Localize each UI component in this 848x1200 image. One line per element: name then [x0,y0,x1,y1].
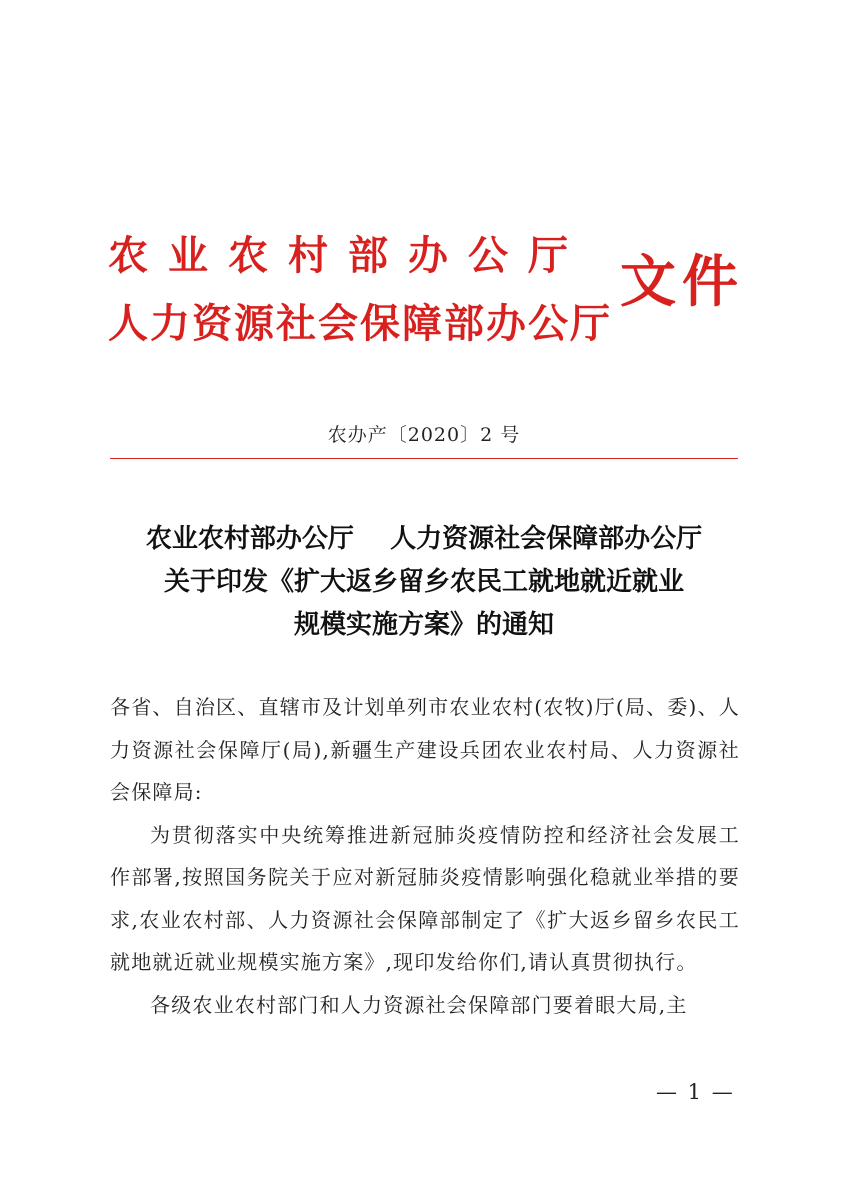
body-paragraph-1: 为贯彻落实中央统筹推进新冠肺炎疫情防控和经济社会发展工作部署,按照国务院关于应对新冠肺炎疫情影响强化稳就业举措的要求,农业农村部、人力资源社会保障部制定了《扩大返乡留乡农民工就地就近就业规模实施方案》,现印发给你们,请认真贯彻执行。 [110,822,740,974]
issuer-name-human-resources: 人力资源社会保障部办公厅 [108,300,612,347]
document-label: 文件 [620,249,744,315]
notice-title [0,518,848,647]
title-line-2: 关于印发《扩大返乡留乡农民工就地就近就业 [163,567,684,597]
document-number: 农办产〔2020〕2 号 [327,424,521,446]
body-paragraph-2: 各级农业农村部门和人力资源社会保障部门要着眼大局,主 [150,992,688,1017]
title-line-1: 农业农村部办公厅 人力资源社会保障部办公厅 [145,524,703,554]
addressee-paragraph: 各省、自治区、直辖市及计划单列市农业农村(农牧)厅(局、委)、人力资源社会保障厅(局),新疆生产建设兵团农业农村局、人力资源社会保障局: [110,695,740,804]
document-body [110,686,740,1026]
document-header [108,226,748,356]
title-line-3: 规模实施方案》的通知 [293,610,554,640]
page-number: — 1 — [656,1080,735,1104]
red-separator-line [110,458,738,459]
issuer-name-agriculture: 农业农村部办公厅 [108,232,588,279]
